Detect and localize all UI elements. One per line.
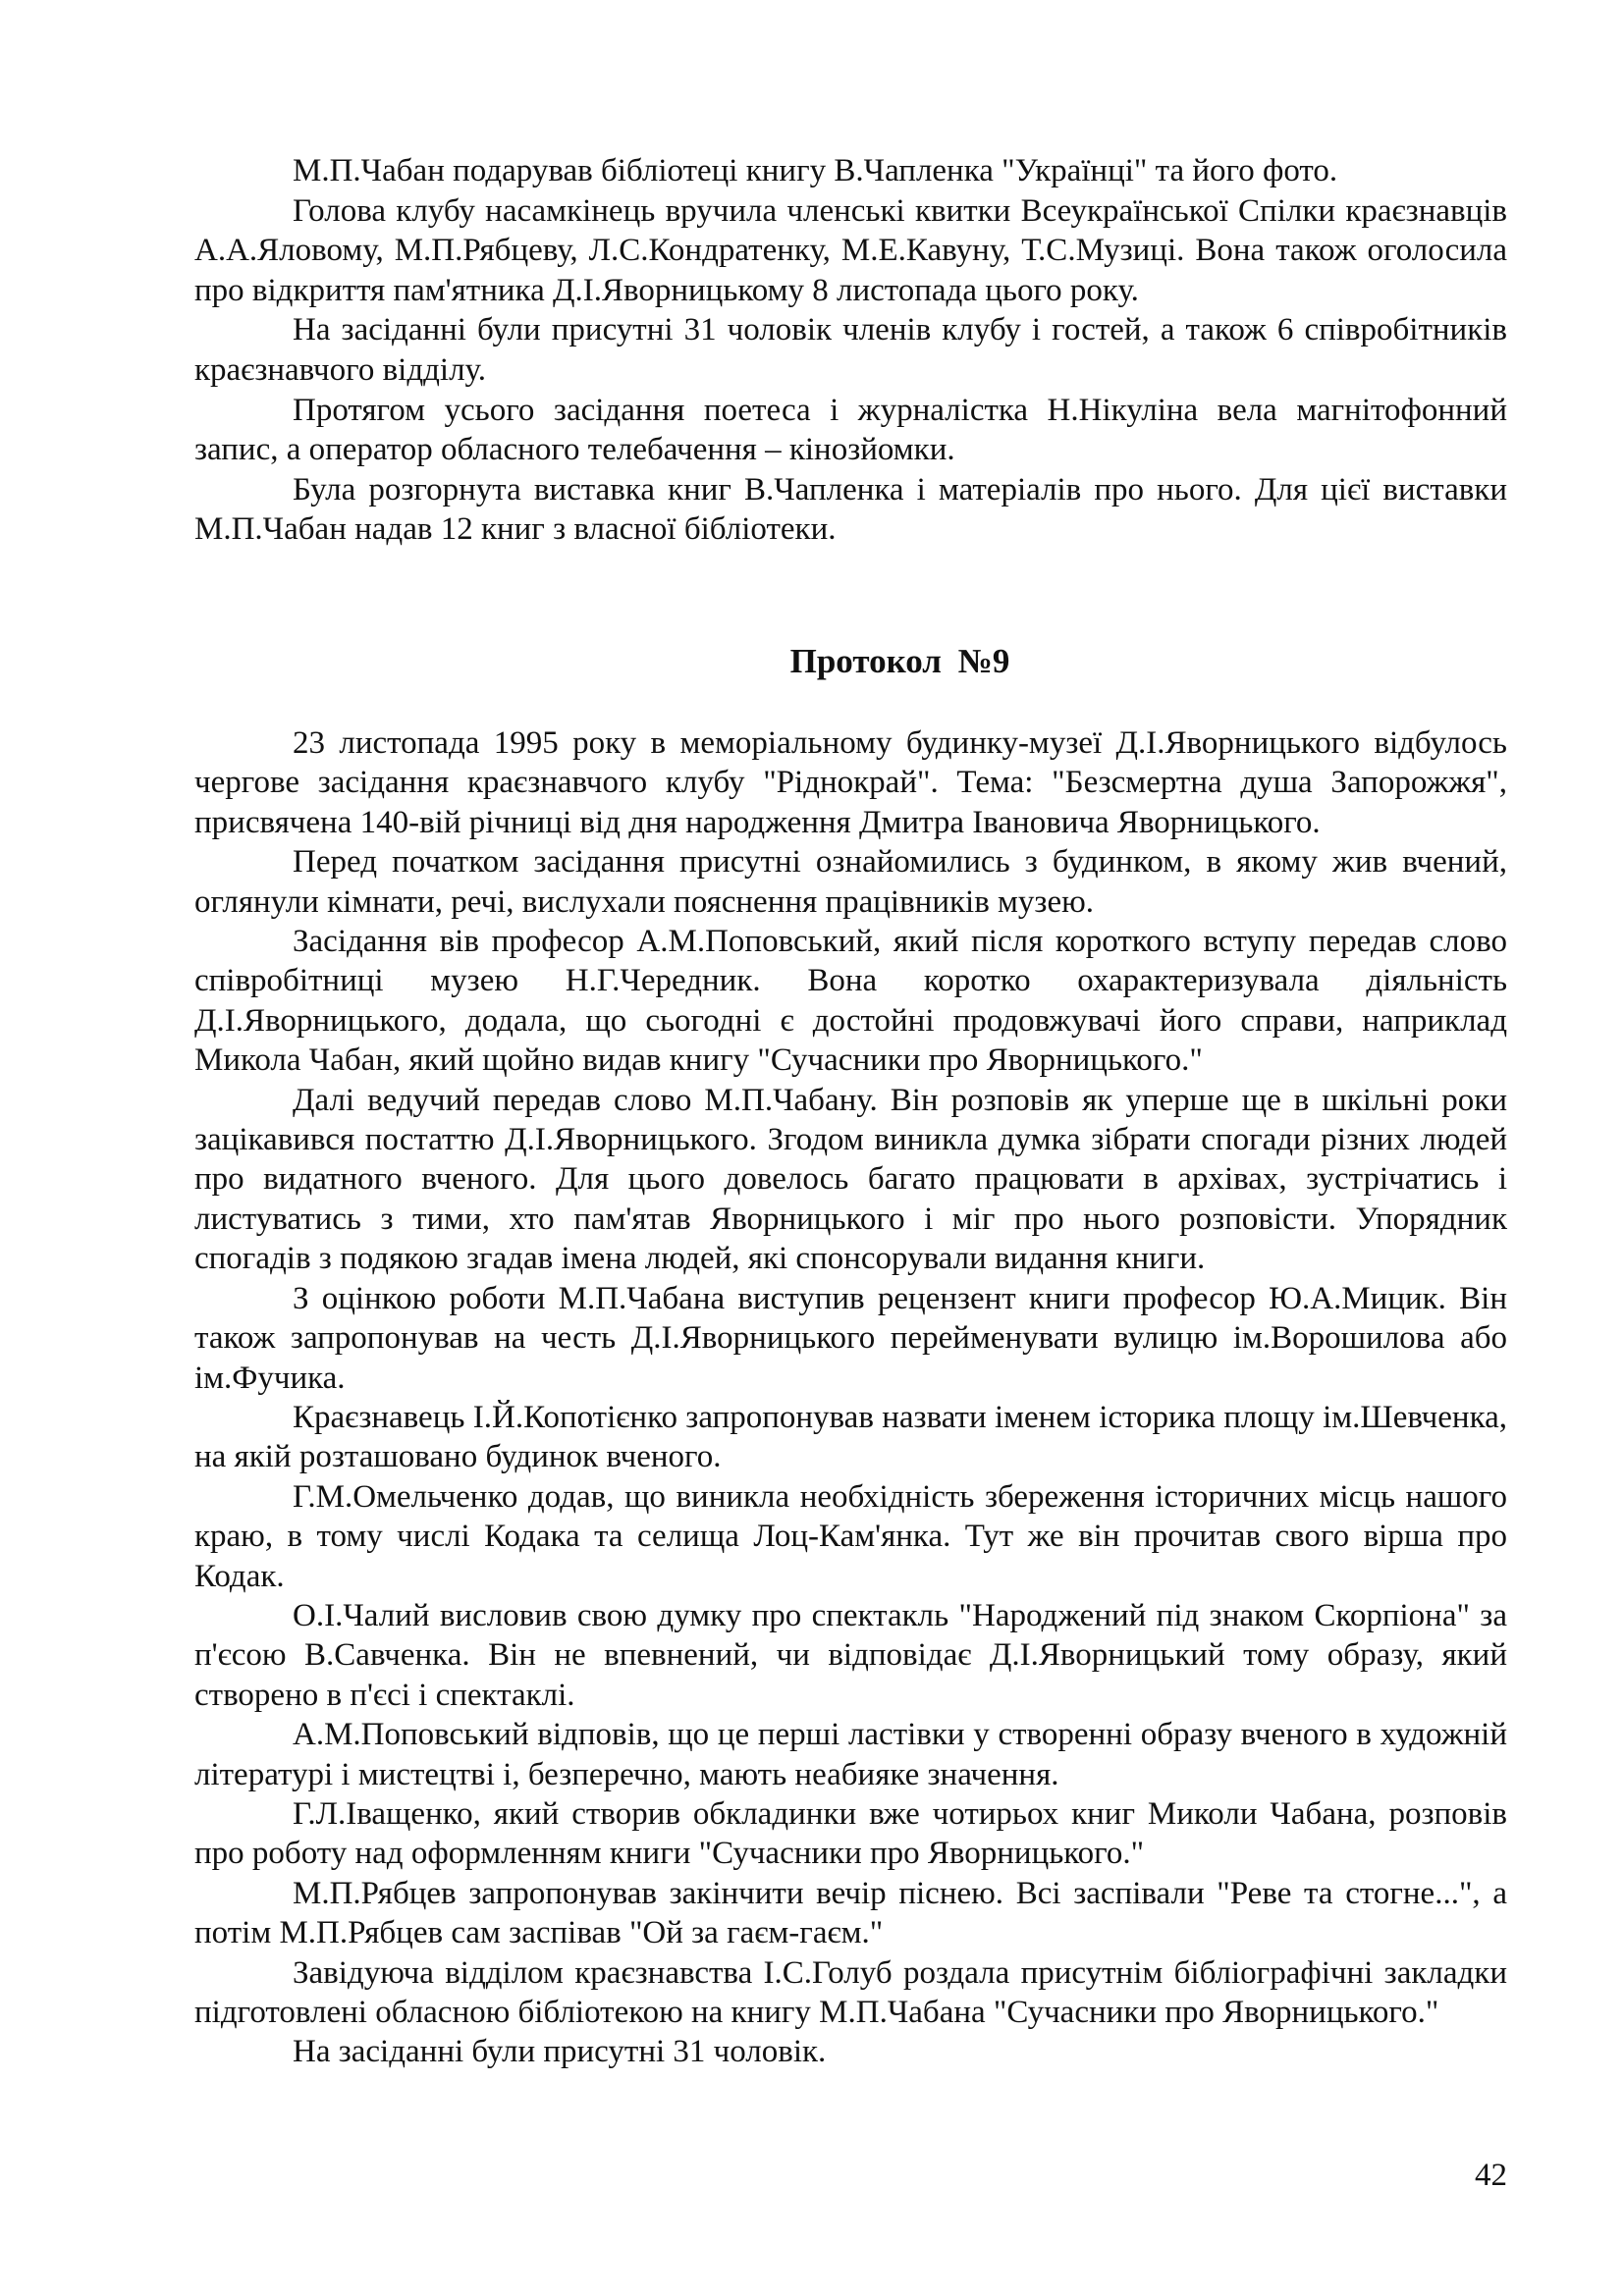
paragraph: М.П.Рябцев запропонував закінчити вечір піснею. Всі заспівали "Реве та стогне...", а потім М.П.Рябцев сам заспівав "Ой за гаєм-гаєм." [194, 1875, 1507, 1951]
paragraph: Завідуюча відділом краєзнавства І.С.Голуб роздала присутнім бібліографічні закладки підготовлені обласною бібліотекою на книгу М.П.Чабана "Сучасники про Яворницького." [194, 1954, 1507, 2030]
previous-protocol-continuation [194, 151, 1507, 550]
paragraph: Засідання вів професор А.М.Поповський, який після короткого вступу передав слово співробітниці музею Н.Г.Чередник. Вона коротко охарактеризувала діяльність Д.І.Яворницького, додала, що сьогодні є достойні продовжувачі його справи, наприклад Микола Чабан, який щойно видав книгу "Сучасники про Яворницького." [194, 924, 1507, 1079]
paragraph: Голова клубу насамкінець вручила членські квитки Всеукраїнської Спілки краєзнавців А.А.Яловому, М.П.Рябцеву, Л.С.Кондратенку, М.Е.Кавуну, Т.С.Музиці. Вона також оголосила про відкриття пам'ятника Д.І.Яворницькому 8 листопада цього року. [194, 192, 1507, 308]
paragraph: О.І.Чалий висловив свою думку про спектакль "Народжений під знаком Скорпіона" за п'єсою В.Савченка. Він не впевнений, чи відповідає Д.І.Яворницький тому образу, який створено в п'єсі і спектаклі. [194, 1597, 1507, 1713]
paragraph: Г.Л.Іващенко, який створив обкладинки вже чотирьох книг Миколи Чабана, розповів про роботу над оформленням книги "Сучасники про Яворницького." [194, 1795, 1507, 1872]
paragraph: Була розгорнута виставка книг В.Чапленка і матеріалів про нього. Для цієї виставки М.П.Чабан надав 12 книг з власної бібліотеки. [194, 471, 1507, 548]
protocol-heading: Протокол №9 [789, 642, 1010, 680]
paragraph: Г.М.Омельченко додав, що виникла необхідність збереження історичних місць нашого краю, в тому числі Кодака та селища Лоц-Кам'янка. Тут же він прочитав свого вірша про Кодак. [194, 1478, 1507, 1594]
paragraph: Краєзнавець І.Й.Копотієнко запропонував назвати іменем історика площу ім.Шевченка, на якій розташовано будинок вченого. [194, 1399, 1507, 1475]
paragraph: Далі ведучий передав слово М.П.Чабану. Він розповів як уперше ще в шкільні роки зацікавився постаттю Д.І.Яворницького. Згодом виникла думка зібрати спогади різних людей про видатного вченого. Для цього довелось багато працювати в архівах, зустрічатись і листуватись з тими, хто пам'ятав Яворницького і міг про нього розповісти. Упорядник спогадів з подякою згадав імена людей, які спонсорували видання книги. [194, 1082, 1507, 1277]
protocol-9-body [194, 723, 1507, 2072]
paragraph: З оцінкою роботи М.П.Чабана виступив рецензент книги професор Ю.А.Мицик. Він також запропонував на честь Д.І.Яворницького перейменувати вулицю ім.Ворошилова або ім.Фучика. [194, 1280, 1507, 1396]
paragraph: М.П.Чабан подарував бібліотеці книгу В.Чапленка "Українці" та його фото. [293, 153, 1338, 188]
paragraph: Протягом усього засідання поетеса і журналістка Н.Нікуліна вела магнітофонний запис, а оператор обласного телебачення – кінозйомки. [194, 392, 1507, 468]
page-number: 42 [1475, 2158, 1507, 2193]
paragraph: 23 листопада 1995 року в меморіальному будинку-музеї Д.І.Яворницького відбулось чергове засідання краєзнавчого клубу "Ріднокрай". Тема: "Безсмертна душа Запорожжя", присвячена 140-вій річниці від дня народження Дмитра Івановича Яворницького. [194, 725, 1507, 840]
paragraph: На засіданні були присутні 31 чоловік членів клубу і гостей, а також 6 співробітників краєзнавчого відділу. [194, 312, 1507, 388]
paragraph: А.М.Поповський відповів, що це перші ластівки у створенні образу вченого в художній літературі і мистецтві і, безперечно, мають неабияке значення. [194, 1717, 1507, 1792]
paragraph: Перед початком засідання присутні ознайомились з будинком, в якому жив вчений, оглянули кімнати, речі, вислухали пояснення працівників музею. [194, 844, 1507, 920]
paragraph: На засіданні були присутні 31 чоловік. [293, 2034, 827, 2070]
